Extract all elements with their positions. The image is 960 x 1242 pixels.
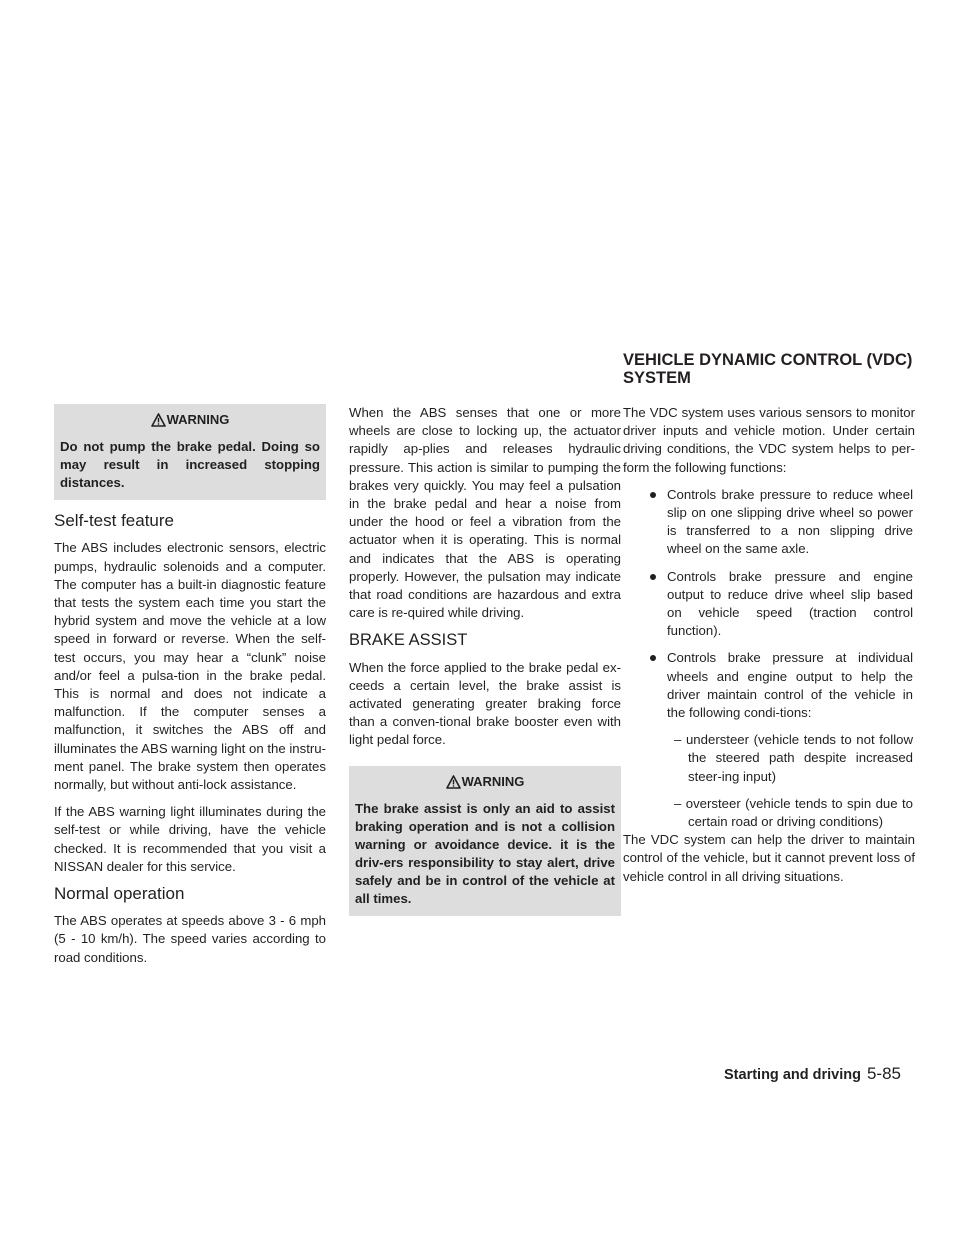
brake-assist-heading: BRAKE ASSIST bbox=[349, 631, 468, 650]
page-footer bbox=[0, 1064, 901, 1084]
vdc-closing: The VDC system can help the driver to maintain control of the vehicle, but it cannot prevent loss of vehicle control in all driving situations. bbox=[623, 832, 915, 884]
vdc-intro: The VDC system uses various sensors to monitor driver inputs and vehicle motion. Under certain driving conditions, the VDC system helps to per-form the following functions: bbox=[623, 405, 915, 475]
bullet-icon bbox=[650, 574, 656, 580]
self-test-paragraph-2: If the ABS warning light illuminates during the self-test or while driving, have the vehicle checked. It is recommended that you visit a NISSAN dealer for this service. bbox=[54, 804, 326, 874]
list-item: – understeer (vehicle tends to not follow the steered path despite increased steer-ing input) bbox=[674, 732, 913, 784]
page-number: 5-85 bbox=[866, 1064, 901, 1083]
list-item: – oversteer (vehicle tends to spin due to certain road or driving conditions) bbox=[674, 795, 913, 830]
list-item bbox=[623, 568, 915, 641]
warning-header bbox=[355, 773, 615, 791]
list-item-text: Controls brake pressure and engine output to reduce drive wheel slip based on vehicle speed (traction control function). bbox=[667, 568, 913, 639]
abs-paragraph: When the ABS senses that one or more wheels are close to locking up, the actuator rapidly ap-plies and releases hydraulic pressure. This action is similar to pumping the brakes very quickly. You may feel a pulsation in the brake pedal and hear a noise from under the hood or feel a vibration from the actuator when it is operating. This is normal and indicates that the ABS is operating properly. However, the pulsation may indicate that road conditions are hazardous and extra care is re-quired while driving. bbox=[349, 405, 621, 621]
bullet-icon bbox=[650, 655, 656, 661]
list-item-text: Controls brake pressure to reduce wheel slip on one slipping drive wheel so power is transferred to a non slipping drive wheel on the same axle. bbox=[667, 486, 913, 557]
list-item bbox=[623, 486, 915, 559]
warning-header bbox=[60, 411, 320, 429]
brake-assist-paragraph: When the force applied to the brake pedal ex-ceeds a certain level, the brake assist is activated generating greater braking force than a conven-tional brake booster even with light pedal force. bbox=[349, 659, 621, 748]
vdc-function-list bbox=[623, 486, 915, 831]
warning-triangle-icon bbox=[151, 413, 166, 427]
self-test-paragraph-1: The ABS includes electronic sensors, electric pumps, hydraulic solenoids and a computer. The computer has a built-in diagnostic feature that tests the system each time you start the hybrid system and move the vehicle at a low speed in forward or reverse. When the self-test occurs, you may hear a “clunk” noise and/or feel a pulsa-tion in the brake pedal. This is normal and does not indicate a malfunction. If the computer senses a malfunction, it switches the ABS off and illuminates the ABS warning light on the instru-ment panel. The brake system then operates normally, but without anti-lock assistance. bbox=[54, 540, 326, 793]
list-item-text: Controls brake pressure at individual wheels and engine output to help the driver maintain control of the vehicle in the following condi-tions: bbox=[667, 650, 913, 721]
section-title: VEHICLE DYNAMIC CONTROL (VDC) SYSTEM bbox=[623, 351, 913, 387]
warning-text: Do not pump the brake pedal. Doing so may result in increased stopping distances. bbox=[60, 439, 320, 491]
normal-operation-paragraph: The ABS operates at speeds above 3 - 6 mph (5 - 10 km/h). The speed varies according to road conditions. bbox=[54, 913, 326, 965]
self-test-heading: Self-test feature bbox=[54, 511, 175, 531]
warning-triangle-icon bbox=[446, 775, 461, 789]
bullet-icon bbox=[650, 492, 656, 498]
warning-label: WARNING bbox=[166, 412, 230, 427]
warning-box-brake-assist bbox=[349, 766, 621, 916]
warning-box-pump bbox=[54, 404, 326, 500]
condition-list bbox=[667, 731, 913, 831]
column-left bbox=[54, 404, 326, 976]
footer-section-label: Starting and driving bbox=[724, 1067, 861, 1083]
warning-text: The brake assist is only an aid to assist braking operation and is not a collision warning or avoidance device. it is the driv-ers responsibility to stay alert, drive safely and be in control of the vehicle at all times. bbox=[355, 800, 615, 906]
column-right bbox=[623, 404, 915, 895]
warning-label: WARNING bbox=[461, 773, 525, 789]
list-item bbox=[623, 649, 915, 831]
column-middle bbox=[349, 404, 621, 928]
normal-operation-heading: Normal operation bbox=[54, 884, 185, 904]
